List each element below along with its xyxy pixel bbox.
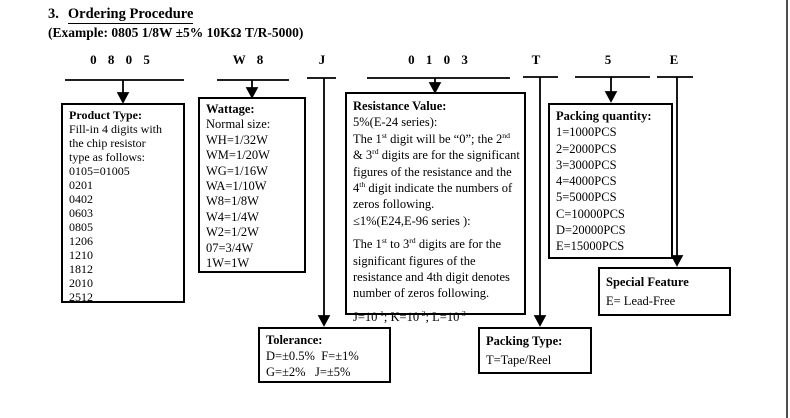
box-line: 2=2000PCS: [556, 141, 617, 156]
box-line: 0201: [69, 178, 93, 192]
box-lines: [486, 351, 584, 370]
box-line: 07=3/4W: [206, 240, 254, 255]
box-line: C=10000PCS: [556, 206, 625, 221]
box-line: 1210: [69, 248, 93, 262]
special-feature-box: [598, 267, 731, 316]
code-wattage: W 8: [232, 52, 268, 67]
box-lines: [606, 292, 723, 311]
example-line: (Example: 0805 1/8W ±5% 10KΩ T/R-5000): [48, 25, 304, 40]
box-line: Fill-in 4 digits with: [69, 122, 163, 136]
down-arrow-icon: [319, 316, 329, 325]
connector-product-type: [65, 80, 184, 102]
packing-type-box: [478, 327, 592, 374]
box-line: The 1st digit will be “0”; the 2nd: [353, 130, 510, 146]
box-line: T=Tape/Reel: [486, 352, 552, 367]
box-line: 0105=01005: [69, 164, 130, 178]
box-lines: [353, 114, 518, 325]
box-line: [353, 229, 518, 236]
box-line: 5%(E-24 series):: [353, 115, 438, 130]
box-line: E=15000PCS: [556, 239, 625, 254]
down-arrow-icon: [606, 92, 616, 101]
connector-packing-quantity: [575, 77, 650, 101]
box-lines: [69, 122, 177, 304]
connector-wattage: [217, 80, 289, 97]
box-line: D=±0.5% F=±1%: [266, 349, 359, 363]
box-line: ≤1%(E24,E-96 series ):: [353, 213, 471, 228]
wattage-box: [198, 97, 306, 273]
box-line: 2512: [69, 290, 93, 304]
box-line: type as follows:: [69, 150, 145, 164]
box-line: 0603: [69, 206, 93, 220]
code-product-type: 0 8 0 5: [90, 52, 154, 67]
code-resistance-value: 0 1 0 3: [408, 52, 472, 67]
box-line: resistance and 4th digit denotes: [353, 270, 510, 285]
box-lines: [206, 117, 298, 271]
product-type-box: [61, 103, 185, 303]
box-line: Normal size:: [206, 117, 271, 132]
box-title: Special Feature: [606, 275, 689, 289]
code-packing-quantity: 5: [604, 52, 616, 67]
box-lines: [556, 124, 665, 254]
box-line: 5=5000PCS: [556, 190, 617, 205]
down-arrow-icon: [672, 256, 682, 265]
box-line: significant figures of the: [353, 253, 476, 268]
box-line: 0402: [69, 192, 93, 206]
code-tolerance: J: [318, 52, 330, 67]
box-line: 0805: [69, 220, 93, 234]
box-line: 1=1000PCS: [556, 125, 617, 140]
box-title: Tolerance:: [266, 333, 323, 347]
box-line: WM=1/20W: [206, 148, 270, 163]
down-arrow-icon: [535, 316, 545, 325]
box-line: W2=1/2W: [206, 225, 259, 240]
box-line: W4=1/4W: [206, 209, 259, 224]
box-line: W8=1/8W: [206, 194, 259, 209]
down-arrow-icon: [430, 83, 440, 92]
box-title: Product Type:: [69, 108, 143, 122]
code-packing-type: T: [531, 52, 545, 67]
box-line: 4=4000PCS: [556, 174, 617, 189]
box-line: the chip resistor: [69, 136, 146, 150]
section-number: 3.: [48, 6, 59, 22]
box-line: D=20000PCS: [556, 223, 626, 238]
box-title: Resistance Value:: [353, 99, 447, 113]
code-special-feature: E: [669, 52, 683, 67]
box-line: zeros following.: [353, 197, 435, 212]
box-line: 4th digit indicate the numbers of: [353, 179, 513, 196]
page-border-right: [786, 0, 788, 418]
box-line: E= Lead-Free: [606, 294, 676, 308]
box-line: 1812: [69, 262, 93, 276]
box-title: Packing quantity:: [556, 109, 652, 123]
connector-tolerance: [307, 78, 336, 325]
resistance-value-box: [345, 92, 526, 324]
box-line: $J=10^{-1}$; $K=10^{-2}$; $L=10^{-3}$: [353, 308, 466, 324]
box-line: The 1st to 3rd digits are for the: [353, 236, 502, 252]
box-title: Packing Type:: [486, 334, 563, 348]
box-lines: [266, 348, 383, 380]
box-line: WH=1/32W: [206, 132, 268, 147]
tolerance-box: [258, 327, 391, 383]
box-line: WA=1/10W: [206, 179, 267, 194]
box-line: WG=1/16W: [206, 163, 268, 178]
box-line: 3=3000PCS: [556, 157, 617, 172]
box-line: number of zeros following.: [353, 286, 490, 301]
box-title: Wattage:: [206, 102, 255, 116]
box-line: G=±2% J=±5%: [266, 365, 351, 379]
connector-resistance-value: [367, 78, 510, 92]
section-heading: Ordering Procedure: [67, 6, 194, 22]
down-arrow-icon: [118, 93, 128, 102]
box-line: 1206: [69, 234, 93, 248]
box-line: 2010: [69, 276, 93, 290]
packing-quantity-box: [548, 103, 673, 259]
box-line: figures of the resistance and the: [353, 164, 512, 179]
box-line: 1W=1W: [206, 256, 250, 271]
down-arrow-icon: [247, 88, 257, 97]
box-line: & 3rd digits are for the significant: [353, 147, 520, 163]
